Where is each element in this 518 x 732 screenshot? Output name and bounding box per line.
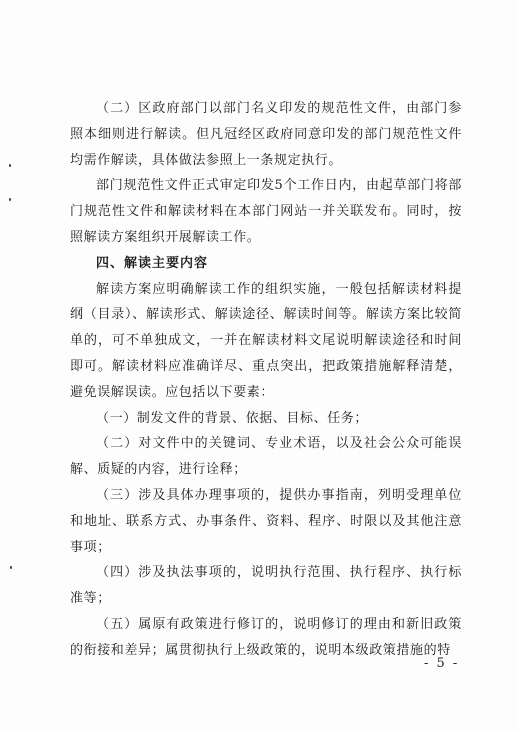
scan-speck — [9, 198, 11, 201]
document-body — [70, 96, 462, 664]
scan-speck — [10, 566, 12, 569]
scan-speck — [9, 164, 11, 167]
paragraph-publication-timing: 部门规范性文件正式审定印发5个工作日内，由起草部门将部门规范性文件和解读材料在本部门网站一并关联发布。同时，按照解读方案组织开展解读工作。 — [70, 178, 462, 245]
section-heading-interpretation-content: 四、解读主要内容 — [96, 255, 209, 271]
list-item-enforcement: （四）涉及执法事项的，说明执行范围、执行程序、执行标准等； — [70, 565, 462, 607]
list-item-policy-revision: （五）属原有政策进行修订的，说明修订的理由和新旧政策的衔接和差异；属贯彻执行上级政策的，说明本级政策措施的特 — [70, 616, 462, 658]
list-item-background: （一）制发文件的背景、依据、目标、任务； — [96, 410, 369, 426]
paragraph-departmental-documents: （二）区政府部门以部门名义印发的规范性文件，由部门参照本细则进行解读。但凡冠经区政府同意印发的部门规范性文件均需作解读，具体做法参照上一条规定执行。 — [70, 101, 462, 168]
list-item-procedures: （三）涉及具体办理事项的，提供办事指南，列明受理单位和地址、联系方式、办事条件、资料、程序、时限以及其他注意事项； — [70, 487, 462, 555]
page-number: - 5 - — [424, 656, 460, 671]
list-item-key-terms: （二）对文件中的关键词、专业术语，以及社会公众可能误解、质疑的内容，进行诠释； — [70, 436, 462, 478]
paragraph-interpretation-plan: 解读方案应明确解读工作的组织实施，一般包括解读材料提纲（目录）、解读形式、解读途径、解读时间等。解读方案比较简单的，可不单独成文，一并在解读材料文尾说明解读途径和时间即可。解读材料应准确详尽、重点突出，把政策措施解释清楚，避免误解误读。应包括以下要素： — [70, 281, 462, 400]
